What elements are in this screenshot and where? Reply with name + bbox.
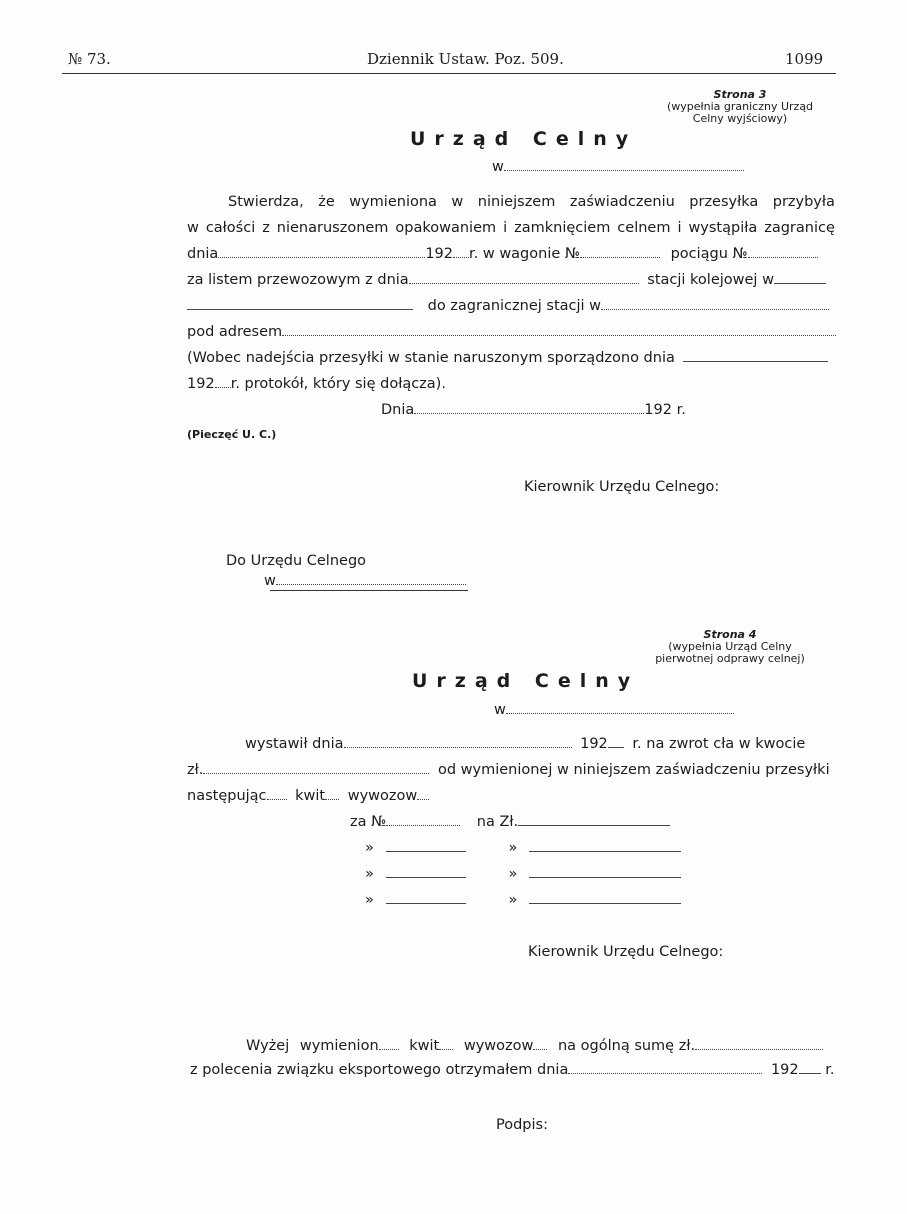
page4-received-line: z polecenia związku eksportowego otrzymałem dnia 192 r.: [190, 1062, 835, 1078]
page3-date-wagon-line: dnia 192 r. w wagonie № pociągu №: [187, 246, 818, 262]
page3-foreign-station-line: do zagranicznej stacji w: [187, 298, 829, 314]
page4-receipt-row-ditto: » »: [365, 866, 681, 882]
page3-addressee-place: w: [264, 573, 466, 589]
page4-office-line: w: [494, 702, 734, 718]
page-header-journal: Dziennik Ustaw. Poz. 509.: [367, 50, 564, 68]
page4-title: Urząd Celny: [412, 670, 640, 692]
page3-office-line: w: [492, 159, 744, 175]
page3-note: [660, 89, 820, 125]
page3-consignment-line: za listem przewozowym z dnia stacji kolejowej w: [187, 272, 826, 288]
page-header-page-number: 1099: [785, 50, 824, 68]
page3-addressee-underline: [270, 590, 468, 591]
page4-receipt-row-ditto: » »: [365, 840, 681, 856]
page4-note-line1: (wypełnia Urząd Celny: [668, 640, 792, 653]
header-rule: [62, 73, 836, 74]
page4-summary-line: Wyżej wymienion kwit wywozow na ogólną sumę zł.: [246, 1038, 823, 1054]
page3-dated-line: Dnia 192 r.: [381, 402, 686, 418]
page3-chief-signature: Kierownik Urzędu Celnego:: [524, 479, 720, 495]
page3-damage-line: (Wobec nadejścia przesyłki w stanie naruszonym sporządzono dnia: [187, 350, 828, 366]
page3-title: Urząd Celny: [410, 128, 638, 150]
page4-amount-line: zł. od wymienionej w niniejszem zaświadczeniu przesyłki: [187, 762, 830, 778]
page3-stamp: (Pieczęć U. C.): [187, 428, 277, 441]
page4-issued-line: wystawił dnia 192 r. na zwrot cła w kwocie: [245, 736, 806, 752]
page4-receipt-row: za № na Zł.: [350, 814, 670, 830]
page4-signature: Podpis:: [496, 1117, 548, 1133]
page4-note-line2: pierwotnej odprawy celnej): [655, 652, 805, 665]
page3-text-line-2: w całości z nienaruszonem opakowaniem i zamknięciem celnem i wystąpiła zagranicę: [187, 220, 835, 236]
page3-note-line2: Celny wyjściowy): [692, 112, 788, 125]
page3-note-label: Strona 3: [713, 88, 767, 101]
page3-addressee: Do Urzędu Celnego: [226, 553, 367, 569]
page3-text-line-1: Stwierdza, że wymieniona w niniejszem zaświadczeniu przesyłka przybyła: [228, 194, 835, 210]
page4-receipt-row-ditto: » »: [365, 892, 681, 908]
page4-note-label: Strona 4: [703, 628, 757, 641]
page4-chief-signature: Kierownik Urzędu Celnego:: [528, 944, 724, 960]
page4-receipt-line: następując kwit wywozow: [187, 788, 429, 804]
page3-address-line: pod adresem: [187, 324, 836, 340]
page3-protocol-line: 192 r. protokół, który się dołącza).: [187, 376, 446, 392]
page-header-number: № 73.: [68, 50, 111, 68]
page3-note-line1: (wypełnia graniczny Urząd: [666, 100, 814, 113]
page4-note: [640, 629, 820, 665]
